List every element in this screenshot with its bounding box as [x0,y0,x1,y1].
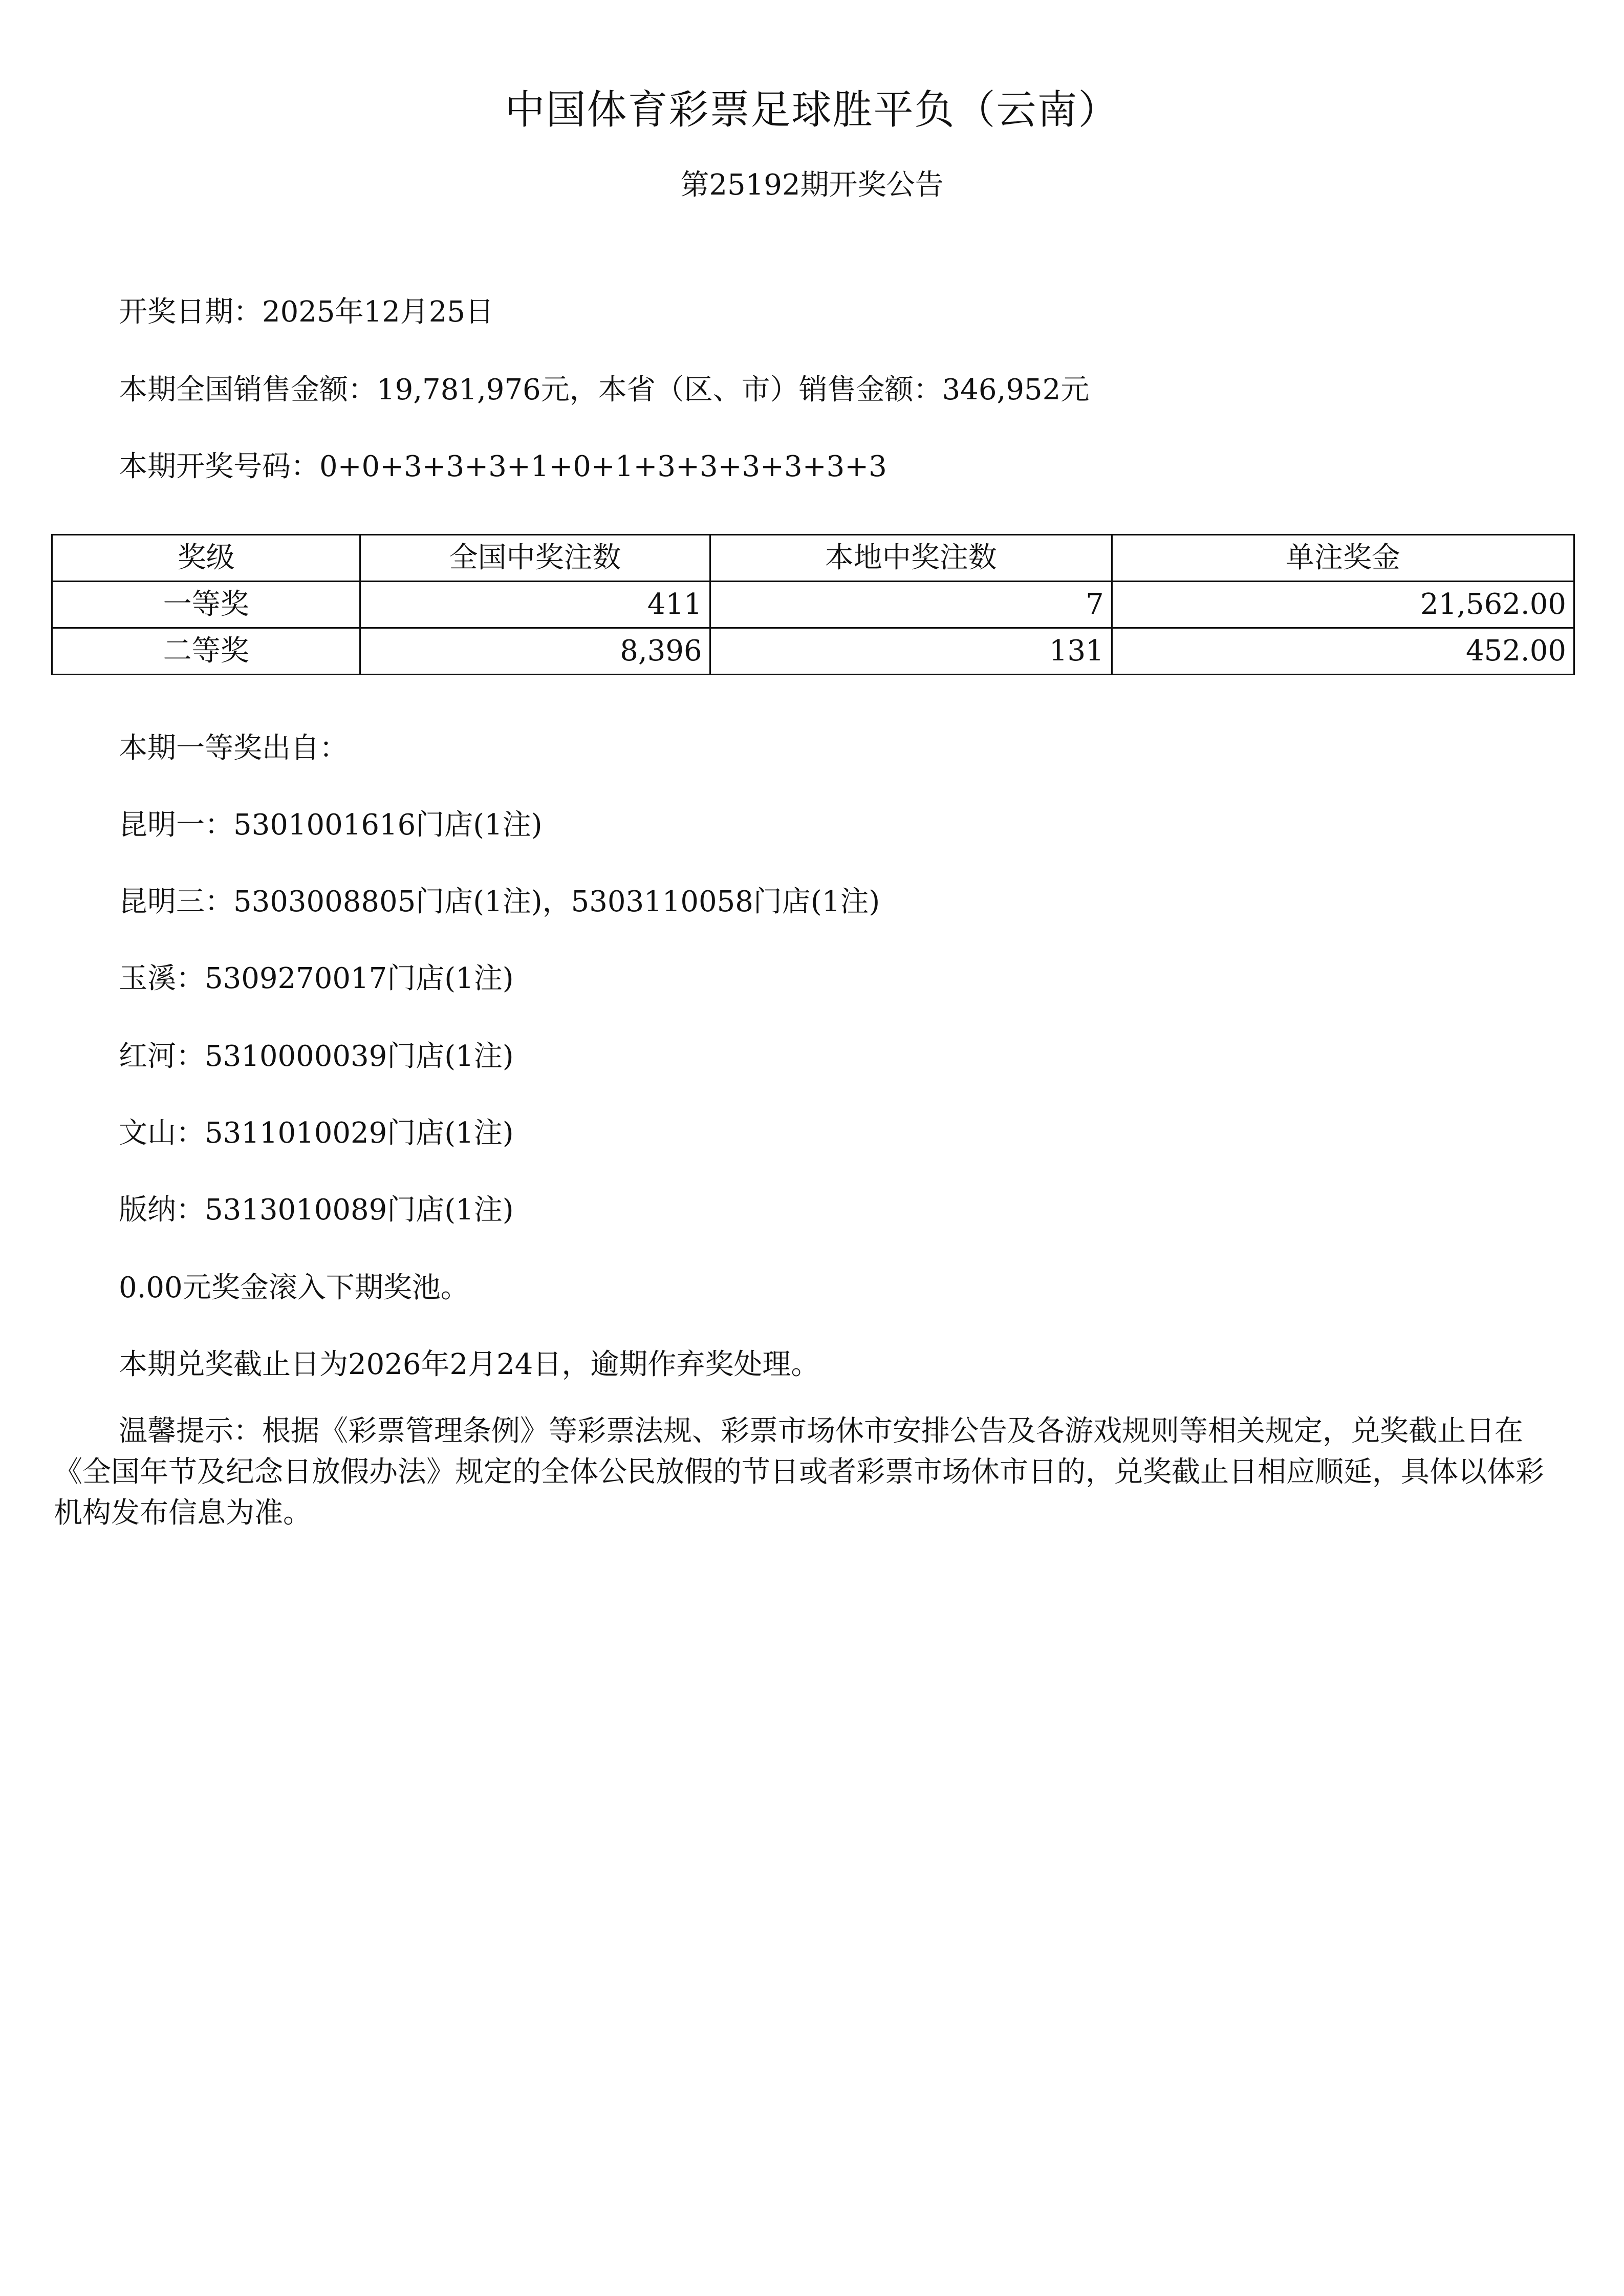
winner-item: 文山：5311010029门店(1注) [119,1117,514,1150]
winner-item: 版纳：5313010089门店(1注) [119,1193,514,1227]
prize-amount: 21,562.00 [1112,582,1574,628]
notice-text: 温馨提示：根据《彩票管理条例》等彩票法规、彩票市场休市安排公告及各游戏规则等相关规定，兑奖截止日在《全国年节及纪念日放假办法》规定的全体公民放假的节日或者彩票市场休市日的，兑奖截止日相应顺延，具体以体彩机构发布信息为准。 [54,1414,1544,1530]
winners-heading: 本期一等奖出自： [119,732,348,765]
header-national-count: 全国中奖注数 [360,535,710,582]
national-count: 411 [360,582,710,628]
winner-item: 玉溪：5309270017门店(1注) [119,962,514,995]
rollover-note: 0.00元奖金滚入下期奖池。 [119,1271,469,1304]
sales-amount: 本期全国销售金额：19,781,976元，本省（区、市）销售金额：346,952元 [119,373,1090,406]
winner-item: 红河：5310000039门店(1注) [119,1040,514,1073]
deadline-note: 本期兑奖截止日为2026年2月24日，逾期作弃奖处理。 [119,1348,820,1381]
prize-level: 二等奖 [52,628,360,675]
table-row [52,628,1574,675]
prize-table [51,534,1575,675]
notice-paragraph [54,1411,1569,1534]
header-local-count: 本地中奖注数 [710,535,1112,582]
winner-item: 昆明三：5303008805门店(1注)，5303110058门店(1注) [119,885,880,918]
table-row [52,582,1574,628]
winner-item: 昆明一：5301001616门店(1注) [119,808,543,842]
header-prize-amount: 单注奖金 [1112,535,1574,582]
prize-amount: 452.00 [1112,628,1574,675]
issue-subtitle: 第25192期开奖公告 [680,168,944,202]
header-level: 奖级 [52,535,360,582]
national-count: 8,396 [360,628,710,675]
local-count: 7 [710,582,1112,628]
draw-date: 开奖日期：2025年12月25日 [119,295,494,329]
winning-numbers: 本期开奖号码：0+0+3+3+3+1+0+1+3+3+3+3+3+3 [119,450,887,483]
prize-level: 一等奖 [52,582,360,628]
local-count: 131 [710,628,1112,675]
table-header-row [52,535,1574,582]
page-title: 中国体育彩票足球胜平负（云南） [505,87,1119,133]
